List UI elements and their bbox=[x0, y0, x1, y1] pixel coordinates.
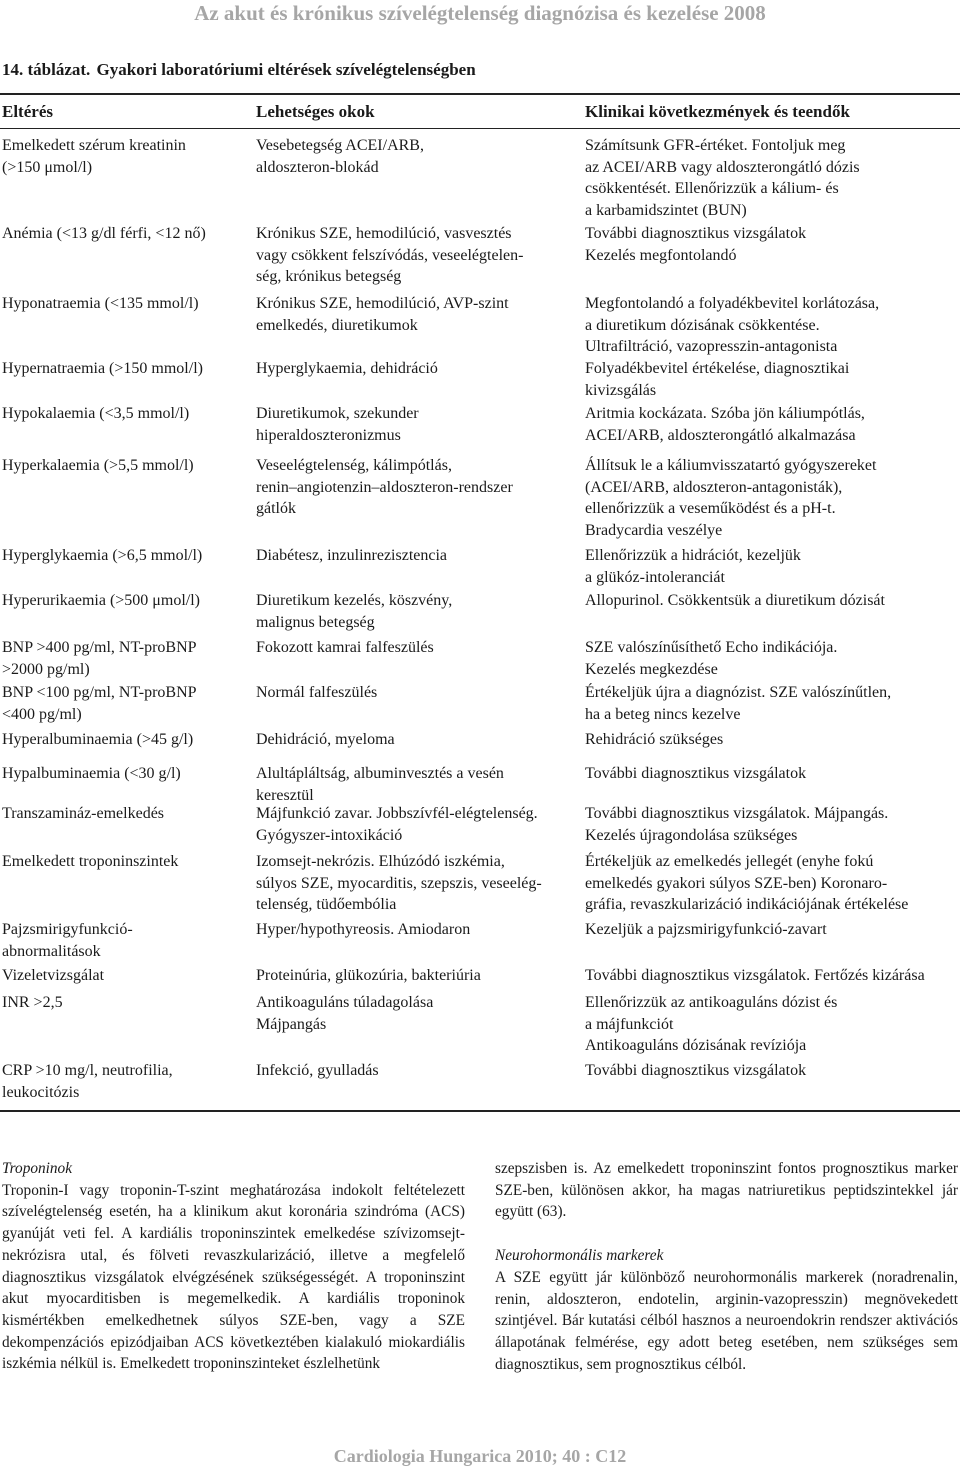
row-abnormality: Hypokalaemia (<3,5 mmol/l) bbox=[2, 405, 190, 422]
paragraph-neurohormonalis: A SZE együtt jár különböző neurohormonális markerek (noradrenalin, renin, aldoszteron, endotelin, arginin-vazopresszin) megnövekedett szintjével. Bár kutatási célból hasznos a neuroendokrin rendszer aktivációs állapotának felmérése, egy adott beteg esetében, nem szükséges sem diagnosztikus, sem prognosztikus célból. bbox=[495, 1268, 958, 1373]
body-column-left bbox=[2, 1158, 465, 1375]
table-title: Gyakori laboratóriumi eltérések szívelégtelenségben bbox=[96, 60, 476, 79]
row-abnormality: Anémia (<13 g/dl férfi, <12 nő) bbox=[2, 225, 206, 242]
row-clinical-implications: Rehidráció szükséges bbox=[585, 731, 724, 748]
paragraph-troponinok: Troponin-I vagy troponin-T-szint meghatározása indokolt feltételezett szívelégtelenség esetén, ha a klinikum akut koronária szindróma (ACS) gyanúját veti fel. A kardiális troponinszintek emelkedése szívizomsejt-nekrózisra utal, és fölveti revaszkularizáció, illetve a megfelelő diagnosztikus vizsgálatok elvégzésének szükségességét. A troponinszint akut myocarditisben is megemelkedik. A kardiális troponinok kismértékben emelkedhetnek súlyos SZE-ben, vagy a SZE dekompenzációs epizódjaiban ACS következtében kialakuló miokardiális iszkémia nélkül is. Emelkedett troponinszinteket észlelhetünk bbox=[2, 1181, 465, 1373]
row-possible-causes: Hyper/hypothyreosis. Amiodaron bbox=[256, 921, 471, 938]
row-possible-causes: Veseelégtelenség, kálimpótlás, renin–angiotenzin–aldoszteron-rendszer gátlók bbox=[256, 457, 513, 517]
row-abnormality: Emelkedett troponinszintek bbox=[2, 853, 179, 870]
table-caption bbox=[2, 60, 476, 80]
row-abnormality: Hyperglykaemia (>6,5 mmol/l) bbox=[2, 547, 203, 564]
row-abnormality: BNP <100 pg/ml, NT-proBNP <400 pg/ml) bbox=[2, 684, 197, 723]
row-clinical-implications: További diagnosztikus vizsgálatok Kezelés megfontolandó bbox=[585, 225, 807, 264]
row-possible-causes: Fokozott kamrai falfeszülés bbox=[256, 639, 434, 656]
column-header-eltérés: Eltérés bbox=[2, 102, 53, 121]
column-header-lehetseges-okok: Lehetséges okok bbox=[256, 102, 375, 121]
row-possible-causes: Izomsejt-nekrózis. Elhúzódó iszkémia, súlyos SZE, myocarditis, szepszis, veseelég- telenség, tüdőembólia bbox=[256, 853, 542, 913]
paragraph-troponin-continued: szepszisben is. Az emelkedett troponinszint fontos prognosztikus marker SZE-ben, különösen akkor, ha magas natriuretikus peptidszintekkel jár együtt (63). bbox=[495, 1160, 958, 1221]
row-abnormality: Emelkedett szérum kreatinin (>150 μmol/l) bbox=[2, 137, 186, 176]
running-header: Az akut és krónikus szívelégtelenség diagnózisa és kezelése 2008 bbox=[194, 1, 766, 25]
row-clinical-implications: További diagnosztikus vizsgálatok bbox=[585, 765, 807, 782]
row-clinical-implications: Állítsuk le a káliumvisszatartó gyógyszereket (ACEI/ARB, aldoszteron-antagonisták), ellenőrizzük a veseműködést és a pH-t. Bradycardia veszélye bbox=[585, 457, 877, 539]
table-header-rule bbox=[0, 128, 960, 129]
row-possible-causes: Dehidráció, myeloma bbox=[256, 731, 395, 748]
row-possible-causes: Diabétesz, inzulinrezisztencia bbox=[256, 547, 448, 564]
row-possible-causes: Diuretikumok, szekunder hiperaldoszteronizmus bbox=[256, 405, 419, 444]
body-column-right bbox=[495, 1158, 958, 1375]
row-possible-causes: Normál falfeszülés bbox=[256, 684, 378, 701]
row-clinical-implications: Értékeljük az emelkedés jellegét (enyhe fokú emelkedés gyakori súlyos SZE-ben) Koronaro- gráfia, revaszkularizáció indikációjának értékelése bbox=[585, 853, 909, 913]
row-clinical-implications: További diagnosztikus vizsgálatok. Májpangás. Kezelés újragondolása szükséges bbox=[585, 805, 889, 844]
row-clinical-implications: Allopurinol. Csökkentsük a diuretikum dózisát bbox=[585, 592, 885, 609]
row-clinical-implications: További diagnosztikus vizsgálatok bbox=[585, 1062, 807, 1079]
row-possible-causes: Diuretikum kezelés, köszvény, malignus betegség bbox=[256, 592, 453, 631]
row-abnormality: Hypalbuminaemia (<30 g/l) bbox=[2, 765, 181, 782]
row-possible-causes: Antikoaguláns túladagolása Májpangás bbox=[256, 994, 434, 1033]
row-abnormality: INR >2,5 bbox=[2, 994, 63, 1011]
row-possible-causes: Krónikus SZE, hemodilúció, AVP-szint emelkedés, diuretikumok bbox=[256, 295, 509, 334]
journal-footer: Cardiologia Hungarica 2010; 40 : C12 bbox=[333, 1446, 627, 1466]
row-possible-causes: Alultápláltság, albuminvesztés a vesén keresztül bbox=[256, 765, 504, 804]
row-possible-causes: Májfunkció zavar. Jobbszívfél-elégtelenség. Gyógyszer-intoxikáció bbox=[256, 805, 538, 844]
table-top-rule bbox=[0, 93, 960, 95]
row-abnormality: BNP >400 pg/ml, NT-proBNP >2000 pg/ml) bbox=[2, 639, 197, 678]
row-clinical-implications: Értékeljük újra a diagnózist. SZE valószínűtlen, ha a beteg nincs kezelve bbox=[585, 684, 892, 723]
row-clinical-implications: Számítsunk GFR-értéket. Fontoljuk meg az ACEI/ARB vagy aldoszterongátló dózis csökkentését. Ellenőrizzük a kálium- és a karbamidszintet (BUN) bbox=[585, 137, 860, 219]
row-clinical-implications: Megfontolandó a folyadékbevitel korlátozása, a diuretikum dózisának csökkentése. Ultrafiltráció, vazopresszin-antagonista bbox=[585, 295, 880, 355]
row-clinical-implications: Ellenőrizzük a hidrációt, kezeljük a glükóz-intoleranciát bbox=[585, 547, 801, 586]
section-heading-troponinok: Troponinok bbox=[2, 1160, 72, 1177]
row-possible-causes: Krónikus SZE, hemodilúció, vasvesztés vagy csökkent felszívódás, veseelégtelen- ség, krónikus betegség bbox=[256, 225, 524, 285]
table-number: 14. táblázat. bbox=[2, 60, 91, 79]
table-bottom-rule bbox=[0, 1110, 960, 1112]
row-possible-causes: Hyperglykaemia, dehidráció bbox=[256, 360, 438, 377]
row-clinical-implications: Aritmia kockázata. Szóba jön káliumpótlás, ACEI/ARB, aldoszterongátló alkalmazása bbox=[585, 405, 865, 444]
row-possible-causes: Proteinúria, glükozúria, bakteriúria bbox=[256, 967, 481, 984]
row-abnormality: Hypernatraemia (>150 mmol/l) bbox=[2, 360, 203, 377]
row-clinical-implications: Ellenőrizzük az antikoaguláns dózist és a májfunkciót Antikoaguláns dózisának revíziója bbox=[585, 994, 838, 1054]
column-header-teendok: Klinikai következmények és teendők bbox=[585, 102, 850, 121]
row-abnormality: Pajzsmirigyfunkció- abnormalitások bbox=[2, 921, 133, 960]
row-clinical-implications: Folyadékbevitel értékelése, diagnosztikai kivizsgálás bbox=[585, 360, 850, 399]
row-clinical-implications: Kezeljük a pajzsmirigyfunkció-zavart bbox=[585, 921, 827, 938]
row-abnormality: Hyperalbuminaemia (>45 g/l) bbox=[2, 731, 194, 748]
row-abnormality: Vizeletvizsgálat bbox=[2, 967, 105, 984]
row-abnormality: Hyperkalaemia (>5,5 mmol/l) bbox=[2, 457, 194, 474]
row-abnormality: CRP >10 mg/l, neutrofilia, leukocitózis bbox=[2, 1062, 173, 1101]
row-clinical-implications: További diagnosztikus vizsgálatok. Fertőzés kizárása bbox=[585, 967, 925, 984]
row-abnormality: Hyperurikaemia (>500 μmol/l) bbox=[2, 592, 200, 609]
row-possible-causes: Infekció, gyulladás bbox=[256, 1062, 379, 1079]
row-clinical-implications: SZE valószínűsíthető Echo indikációja. Kezelés megkezdése bbox=[585, 639, 838, 678]
row-abnormality: Hyponatraemia (<135 mmol/l) bbox=[2, 295, 199, 312]
section-heading-neurohormonalis: Neurohormonális markerek bbox=[495, 1247, 664, 1265]
row-possible-causes: Vesebetegség ACEI/ARB, aldoszteron-blokád bbox=[256, 137, 424, 176]
row-abnormality: Transzamináz-emelkedés bbox=[2, 805, 165, 822]
